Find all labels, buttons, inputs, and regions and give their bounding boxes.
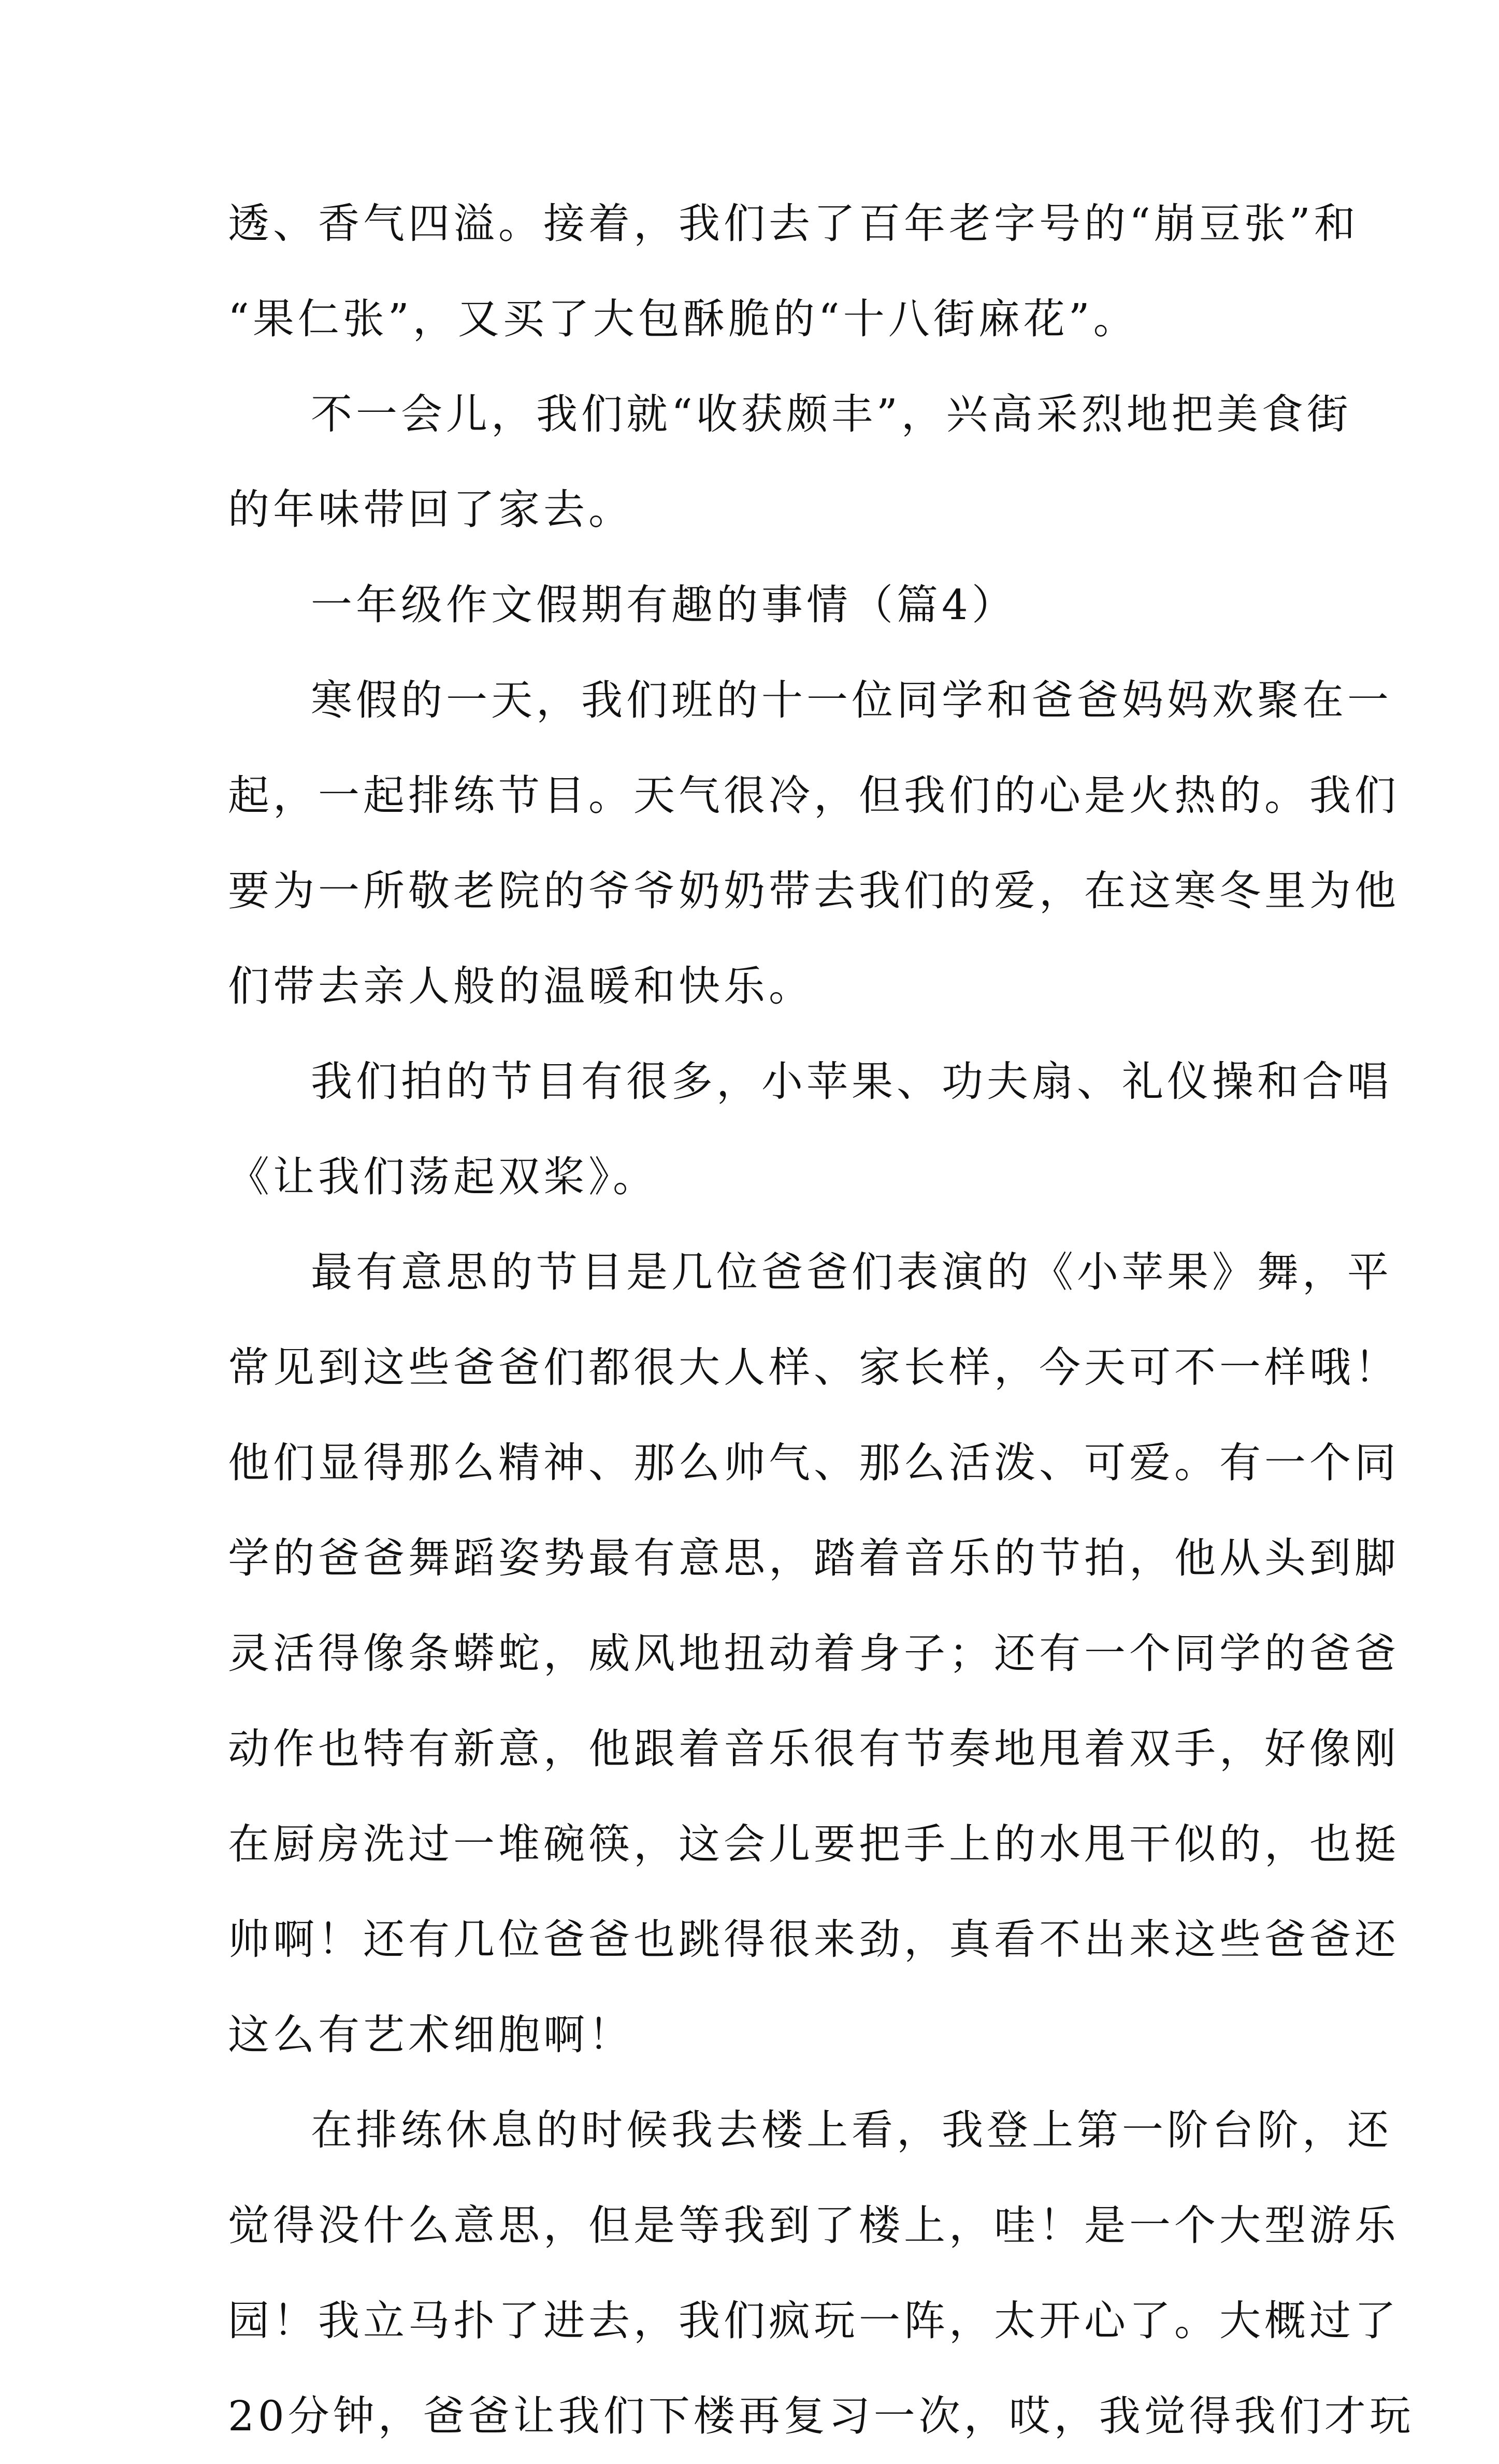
- text-line: 起，一起排练节目。天气很冷，但我们的心是火热的。我们: [228, 771, 1400, 820]
- text-line: 一年级作文假期有趣的事情（篇4）: [311, 581, 1017, 629]
- text-line: 透、香气四溢。接着，我们去了百年老字号的“崩豆张”和: [228, 199, 1359, 248]
- text-line: 寒假的一天，我们班的十一位同学和爸爸妈妈欢聚在一: [311, 676, 1392, 724]
- text-line: 20分钟，爸爸让我们下楼再复习一次，哎，我觉得我们才玩: [228, 2392, 1415, 2440]
- text-line: “果仁张”，又买了大包酥脆的“十八街麻花”。: [228, 295, 1138, 343]
- document-body: [228, 176, 1415, 2464]
- text-line: 帅啊！还有几位爸爸也跳得很来劲，真看不出来这些爸爸还: [228, 1915, 1400, 1964]
- text-line: 他们显得那么精神、那么帅气、那么活泼、可爱。有一个同: [228, 1439, 1400, 1487]
- text-line: 这么有艺术细胞啊！: [228, 2011, 633, 2059]
- text-line: 《让我们荡起双桨》。: [228, 1153, 658, 1201]
- text-line: 学的爸爸舞蹈姿势最有意思，踏着音乐的节拍，他从头到脚: [228, 1534, 1400, 1582]
- text-line: 常见到这些爸爸们都很大人样、家长样，今天可不一样哦！: [228, 1343, 1400, 1392]
- text-line: 在排练休息的时候我去楼上看，我登上第一阶台阶，还: [311, 2106, 1392, 2154]
- text-line: 动作也特有新意，他跟着音乐很有节奏地甩着双手，好像刚: [228, 1725, 1400, 1773]
- text-line: 最有意思的节目是几位爸爸们表演的《小苹果》舞，平: [311, 1248, 1392, 1296]
- text-line: 们带去亲人般的温暖和快乐。: [228, 962, 814, 1010]
- text-line: 不一会儿，我们就“收获颇丰”，兴高采烈地把美食街: [311, 390, 1352, 438]
- text-line: 我们拍的节目有很多，小苹果、功夫扇、礼仪操和合唱: [311, 1057, 1392, 1106]
- text-line: 要为一所敬老院的爷爷奶奶带去我们的爱，在这寒冬里为他: [228, 867, 1400, 915]
- text-line: 在厨房洗过一堆碗筷，这会儿要把手上的水甩干似的，也挺: [228, 1820, 1400, 1868]
- text-line: 觉得没什么意思，但是等我到了楼上，哇！是一个大型游乐: [228, 2201, 1400, 2250]
- text-line: 园！我立马扑了进去，我们疯玩一阵，太开心了。大概过了: [228, 2297, 1400, 2345]
- text-line: 灵活得像条蟒蛇，威风地扭动着身子；还有一个同学的爸爸: [228, 1629, 1400, 1678]
- text-line: 的年味带回了家去。: [228, 485, 633, 534]
